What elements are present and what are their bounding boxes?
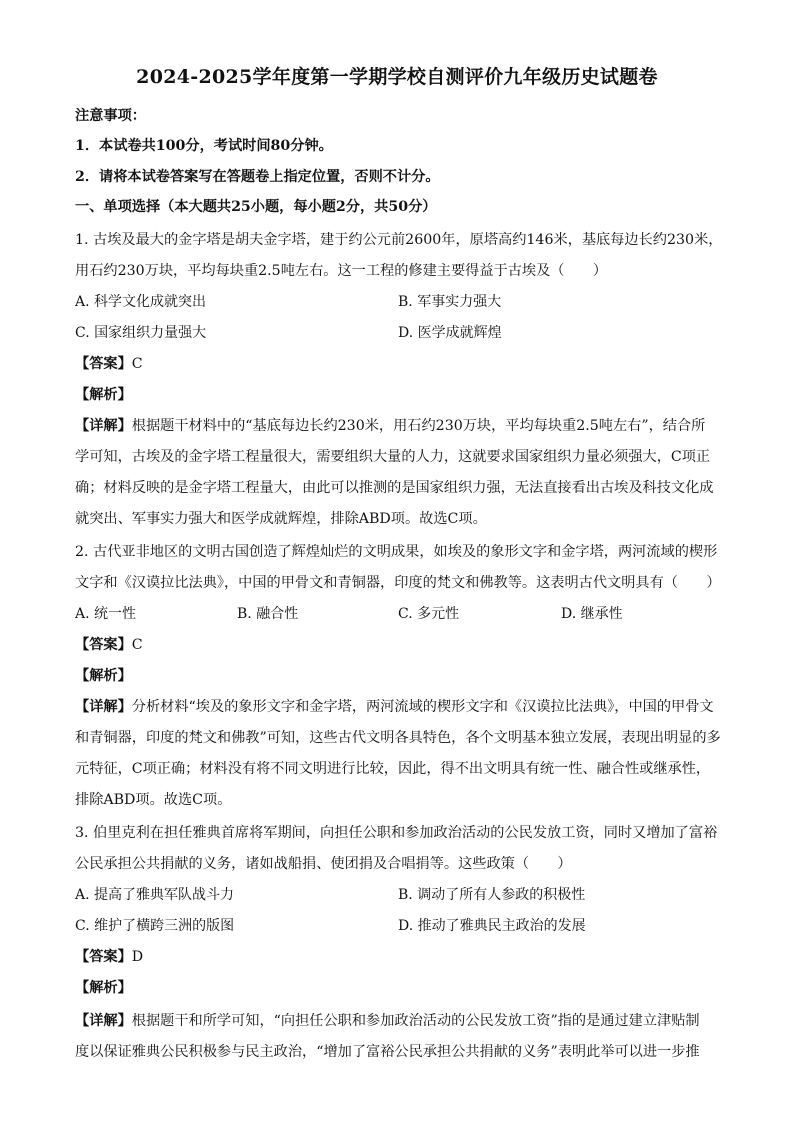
q3-detail-line-2: 度以保证雅典公民积极参与民主政治，“增加了富裕公民承担公共捐献的义务”表明此举可以进一步推 xyxy=(75,1044,700,1060)
detail-tag: 【详解】 xyxy=(75,418,132,434)
answer-tag: 【答案】 xyxy=(75,637,132,653)
detail-tag: 【详解】 xyxy=(75,699,132,715)
q3-option-d: D. 推动了雅典民主政治的发展 xyxy=(398,918,586,934)
detail-text: 分析材料“埃及的象形文字和金字塔，两河流域的楔形文字和《汉谟拉比法典》，中国的甲骨文 xyxy=(131,699,714,715)
q2-option-c: C. 多元性 xyxy=(398,606,460,622)
q2-analysis-tag xyxy=(75,666,132,686)
q1-detail-line-4: 就突出、军事实力强大和医学成就辉煌，排除ABD项。故选C项。 xyxy=(75,511,487,527)
analysis-tag: 【解析】 xyxy=(75,387,132,403)
q2-detail-line-3: 元特征，C项正确；材料没有将不同文明进行比较，因此，得不出文明具有统一性、融合性或继承性， xyxy=(75,761,711,777)
q1-option-d: D. 医学成就辉煌 xyxy=(398,325,502,341)
q2-detail-line-2: 和青铜器，印度的梵文和佛教”可知，这些古代文明各具特色，各个文明基本独立发展，表现出明显的多 xyxy=(75,730,721,746)
detail-text: 根据题干材料中的“基底每边长约230米，用石约230万块，平均每块重2.5吨左右”，结合所 xyxy=(131,418,706,434)
answer-value: C xyxy=(131,356,143,372)
answer-tag: 【答案】 xyxy=(75,949,132,965)
q1-answer xyxy=(75,354,143,374)
q3-detail-line-1 xyxy=(75,1011,700,1031)
page-title: 2024-2025学年度第一学期学校自测评价九年级历史试题卷 xyxy=(136,66,658,88)
q1-stem-line-1: 1. 古埃及最大的金字塔是胡夫金字塔，建于约公元前2600年，原塔高约146米，基底每边长约230米， xyxy=(75,232,723,248)
analysis-tag: 【解析】 xyxy=(75,668,132,684)
notice-heading: 注意事项： xyxy=(75,108,146,124)
q3-analysis-tag xyxy=(75,978,132,998)
detail-tag: 【详解】 xyxy=(75,1013,132,1029)
q3-option-b: B. 调动了所有人参政的积极性 xyxy=(398,887,586,903)
q3-stem-line-1: 3. 伯里克利在担任雅典首席将军期间，向担任公职和参加政治活动的公民发放工资，同时又增加了富裕 xyxy=(75,825,718,841)
q3-option-c: C. 维护了横跨三洲的版图 xyxy=(75,918,235,934)
q1-option-c: C. 国家组织力量强大 xyxy=(75,325,207,341)
q1-detail-line-2: 学可知，古埃及的金字塔工程量很大，需要组织大量的人力，这就要求国家组织力量必须强大，C项正 xyxy=(75,449,711,465)
q1-detail-line-3: 确；材料反映的是金字塔工程量大，由此可以推测的是国家组织力强，无法直接看出古埃及科技文化成 xyxy=(75,480,714,496)
q2-stem-line-2: 文字和《汉谟拉比法典》，中国的甲骨文和青铜器，印度的梵文和佛教等。这表明古代文明具有（ ） xyxy=(75,575,721,591)
q3-answer xyxy=(75,947,143,967)
q3-stem-line-2: 公民承担公共捐献的义务，诸如战船捐、使团捐及合唱捐等。这些政策（ ） xyxy=(75,856,572,872)
q3-option-a: A. 提高了雅典军队战斗力 xyxy=(75,887,235,903)
q1-stem-line-2: 用石约230万块，平均每块重2.5吨左右。这一工程的修建主要得益于古埃及（ ） xyxy=(75,263,608,279)
answer-tag: 【答案】 xyxy=(75,356,132,372)
q2-option-d: D. 继承性 xyxy=(561,606,623,622)
q2-option-b: B. 融合性 xyxy=(237,606,299,622)
notice-item-1: 1．本试卷共100分，考试时间80分钟。 xyxy=(75,138,333,154)
section-heading: 一、单项选择（本大题共25小题，每小题2分，共50分） xyxy=(75,199,437,215)
q1-analysis-tag xyxy=(75,385,132,405)
detail-text: 根据题干和所学可知，“向担任公职和参加政治活动的公民发放工资”指的是通过建立津贴制 xyxy=(131,1013,700,1029)
notice-item-2: 2．请将本试卷答案写在答题卷上指定位置，否则不计分。 xyxy=(75,169,440,185)
q2-detail-line-4: 排除ABD项。故选C项。 xyxy=(75,792,232,808)
q1-detail-line-1 xyxy=(75,416,705,436)
answer-value: C xyxy=(131,637,143,653)
q2-detail-line-1 xyxy=(75,697,714,717)
q2-stem-line-1: 2. 古代亚非地区的文明古国创造了辉煌灿烂的文明成果，如埃及的象形文字和金字塔，两河流域的楔形 xyxy=(75,544,718,560)
q1-option-a: A. 科学文化成就突出 xyxy=(75,294,207,310)
q1-option-b: B. 军事实力强大 xyxy=(398,294,502,310)
analysis-tag: 【解析】 xyxy=(75,980,132,996)
q2-option-a: A. 统一性 xyxy=(75,606,137,622)
q2-answer xyxy=(75,635,143,655)
answer-value: D xyxy=(131,949,144,965)
